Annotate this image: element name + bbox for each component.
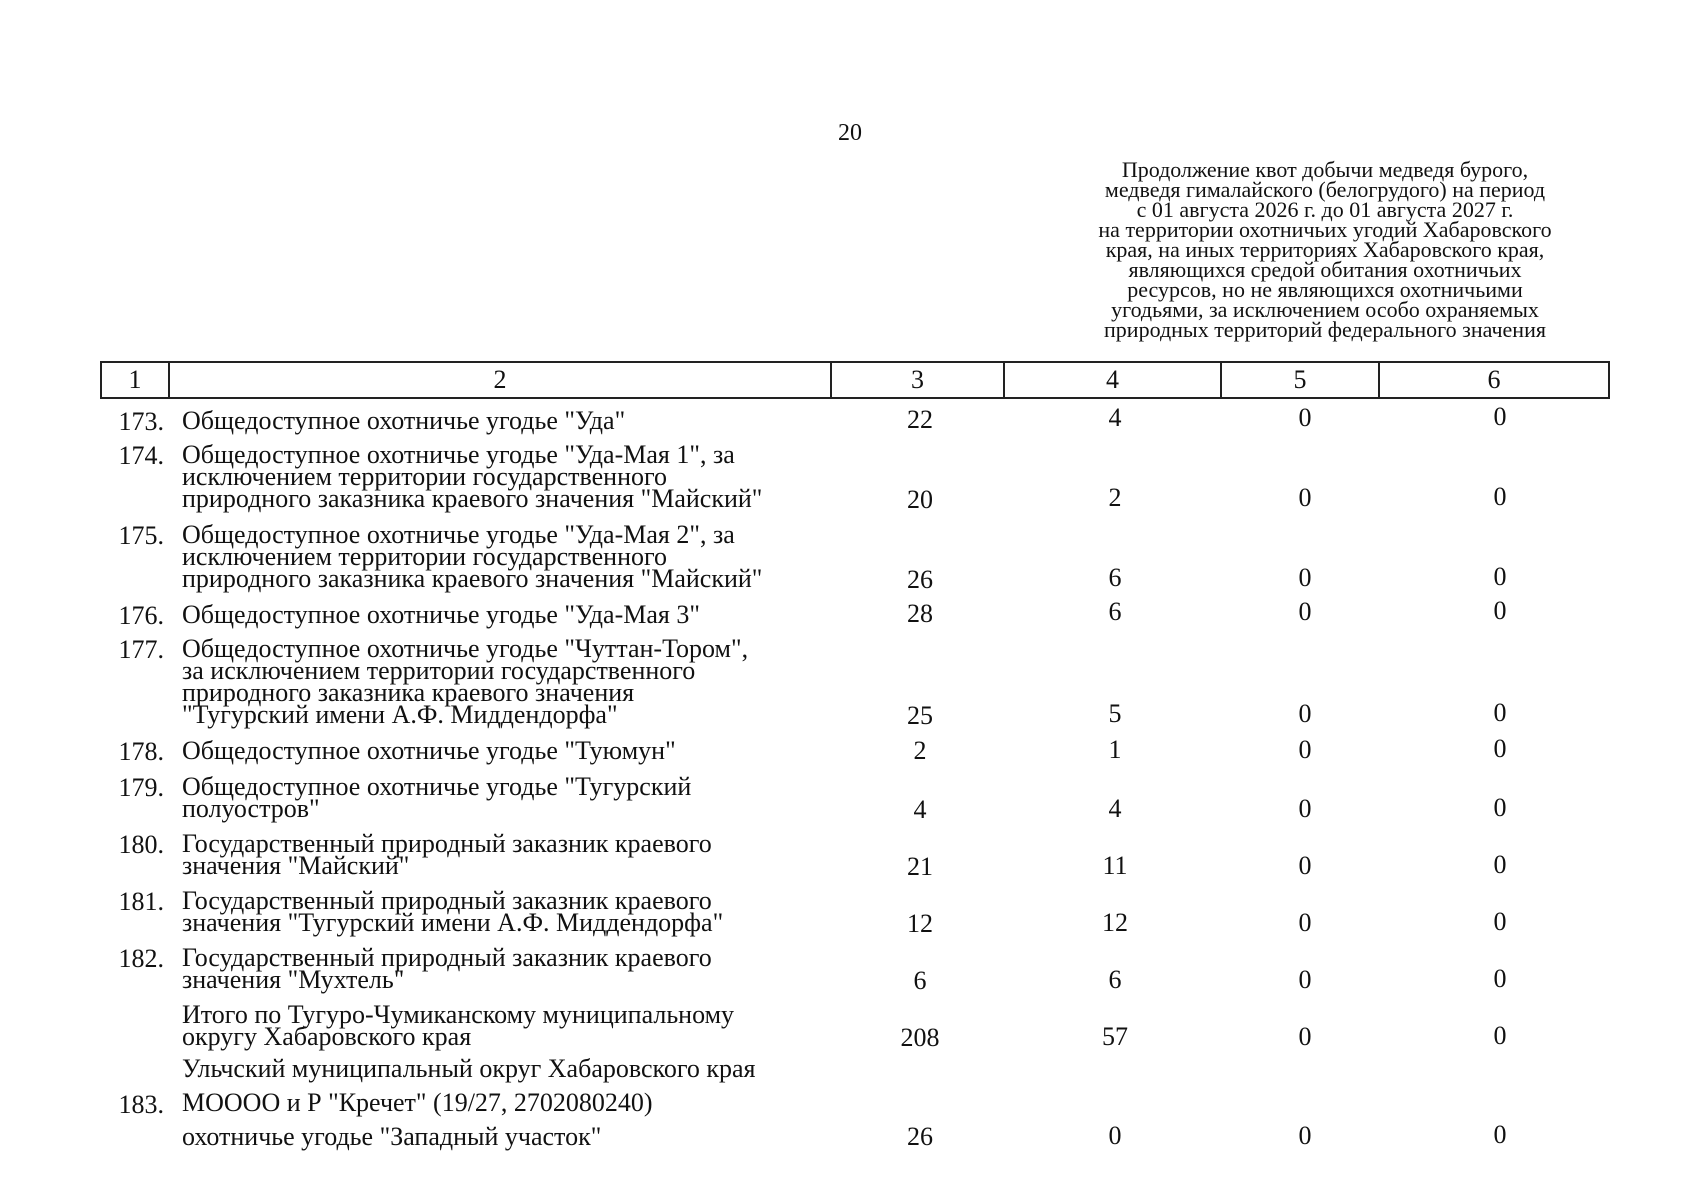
value-col-5: 0 — [1298, 699, 1312, 728]
row-number: 178. — [118, 737, 164, 766]
column-number-header — [100, 361, 1610, 399]
value-col-3: 20 — [907, 485, 933, 514]
value-col-5: 0 — [1298, 483, 1312, 512]
hunting-ground-name: Общедоступное охотничье угодье "Чуттан-Тором", за исключением территории государственного природного заказника краевого значения "Тугурский имени А.Ф. Миддендорфа" — [182, 634, 749, 729]
table-caption — [1060, 157, 1590, 342]
row-number: 173. — [118, 407, 164, 436]
column-header-4: 4 — [1004, 362, 1221, 398]
column-header-6: 6 — [1379, 362, 1609, 398]
value-col-5: 0 — [1298, 851, 1312, 880]
hunting-ground-name: Общедоступное охотничье угодье "Уда-Мая 1", за исключением территории государственного природного заказника краевого значения "Майский" — [182, 440, 763, 513]
caption-line: являющихся средой обитания охотничьих — [1128, 257, 1522, 282]
value-col-3: 26 — [907, 1122, 933, 1151]
value-col-3: 2 — [913, 736, 927, 765]
caption-line: на территории охотничьих угодий Хабаровского — [1098, 217, 1552, 242]
value-col-3: 25 — [907, 701, 933, 730]
total-col-6: 0 — [1493, 1021, 1507, 1050]
value-col-6: 0 — [1493, 698, 1507, 727]
caption-line: угодьями, за исключением особо охраняемых — [1111, 297, 1539, 322]
hunting-ground-name: Общедоступное охотничье угодье "Туюмун" — [182, 736, 676, 765]
value-col-5: 0 — [1298, 563, 1312, 592]
value-col-4: 1 — [1108, 735, 1122, 764]
hunting-ground-name: Государственный природный заказник краевого значения "Мухтель" — [182, 943, 712, 994]
row-number: 182. — [118, 944, 164, 973]
hunting-ground-name: Общедоступное охотничье угодье "Уда-Мая 2", за исключением территории государственного природного заказника краевого значения "Майский" — [182, 520, 763, 593]
value-col-4: 12 — [1102, 908, 1128, 937]
hunting-ground-name: Общедоступное охотничье угодье "Уда-Мая 3" — [182, 600, 700, 629]
caption-line: природных территорий федерального значения — [1104, 317, 1546, 342]
value-col-3: 22 — [907, 405, 933, 434]
value-col-5: 0 — [1298, 735, 1312, 764]
value-col-5: 0 — [1298, 908, 1312, 937]
value-col-3: 26 — [907, 565, 933, 594]
caption-line: края, на иных территориях Хабаровского края, — [1105, 237, 1545, 262]
row-number: 183. — [118, 1090, 164, 1119]
caption-line: с 01 августа 2026 г. до 01 августа 2027 г. — [1136, 197, 1514, 222]
total-col-3: 208 — [900, 1023, 940, 1052]
value-col-4: 4 — [1108, 403, 1122, 432]
hunting-ground-name: Государственный природный заказник краевого значения "Майский" — [182, 829, 712, 880]
hunting-ground-name: Общедоступное охотничье угодье "Тугурский полуостров" — [182, 772, 692, 823]
value-col-6: 0 — [1493, 482, 1507, 511]
row-number: 179. — [118, 773, 164, 802]
row-number: 174. — [118, 441, 164, 470]
page-number: 20 — [838, 120, 862, 146]
value-col-3: 4 — [913, 795, 927, 824]
value-col-6: 0 — [1493, 596, 1507, 625]
value-col-6: 0 — [1493, 793, 1507, 822]
value-col-3: 28 — [907, 599, 933, 628]
value-col-4: 0 — [1108, 1121, 1122, 1150]
total-col-4: 57 — [1102, 1022, 1128, 1051]
hunting-ground-name: Государственный природный заказник краевого значения "Тугурский имени А.Ф. Миддендорфа" — [182, 886, 724, 937]
value-col-4: 6 — [1108, 563, 1122, 592]
column-header-1: 1 — [101, 362, 169, 398]
value-col-5: 0 — [1298, 403, 1312, 432]
value-col-4: 4 — [1108, 794, 1122, 823]
value-col-6: 0 — [1493, 850, 1507, 879]
row-number: 176. — [118, 601, 164, 630]
row-number: 175. — [118, 521, 164, 550]
column-header-2: 2 — [169, 362, 831, 398]
value-col-5: 0 — [1298, 794, 1312, 823]
value-col-6: 0 — [1493, 402, 1507, 431]
value-col-4: 5 — [1108, 699, 1122, 728]
column-header-5: 5 — [1221, 362, 1379, 398]
caption-line: ресурсов, но не являющихся охотничьими — [1127, 277, 1523, 302]
value-col-5: 0 — [1298, 597, 1312, 626]
value-col-6: 0 — [1493, 562, 1507, 591]
section-heading: Ульчский муниципальный округ Хабаровского края — [182, 1054, 756, 1083]
value-col-6: 0 — [1493, 964, 1507, 993]
value-col-3: 6 — [913, 966, 927, 995]
value-col-4: 6 — [1108, 597, 1122, 626]
value-col-4: 6 — [1108, 965, 1122, 994]
organization-name: МОООО и Р "Кречет" (19/27, 2702080240) — [182, 1088, 653, 1117]
row-number: 180. — [118, 830, 164, 859]
value-col-6: 0 — [1493, 907, 1507, 936]
value-col-6: 0 — [1493, 1120, 1507, 1149]
value-col-5: 0 — [1298, 965, 1312, 994]
row-number: 181. — [118, 887, 164, 916]
value-col-6: 0 — [1493, 734, 1507, 763]
column-header-3: 3 — [831, 362, 1004, 398]
value-col-3: 12 — [907, 909, 933, 938]
hunting-ground-name: охотничье угодье "Западный участок" — [182, 1122, 602, 1151]
caption-line: Продолжение квот добычи медведя бурого, — [1121, 157, 1529, 182]
total-col-5: 0 — [1298, 1022, 1312, 1051]
value-col-3: 21 — [907, 852, 933, 881]
value-col-5: 0 — [1298, 1121, 1312, 1150]
total-label: Итого по Тугуро-Чумиканскому муниципальному округу Хабаровского края — [182, 1000, 735, 1051]
caption-line: медведя гималайского (белогрудого) на период — [1104, 177, 1546, 202]
value-col-4: 2 — [1108, 483, 1122, 512]
value-col-4: 11 — [1102, 851, 1128, 880]
row-number: 177. — [118, 635, 164, 664]
hunting-ground-name: Общедоступное охотничье угодье "Уда" — [182, 406, 626, 435]
